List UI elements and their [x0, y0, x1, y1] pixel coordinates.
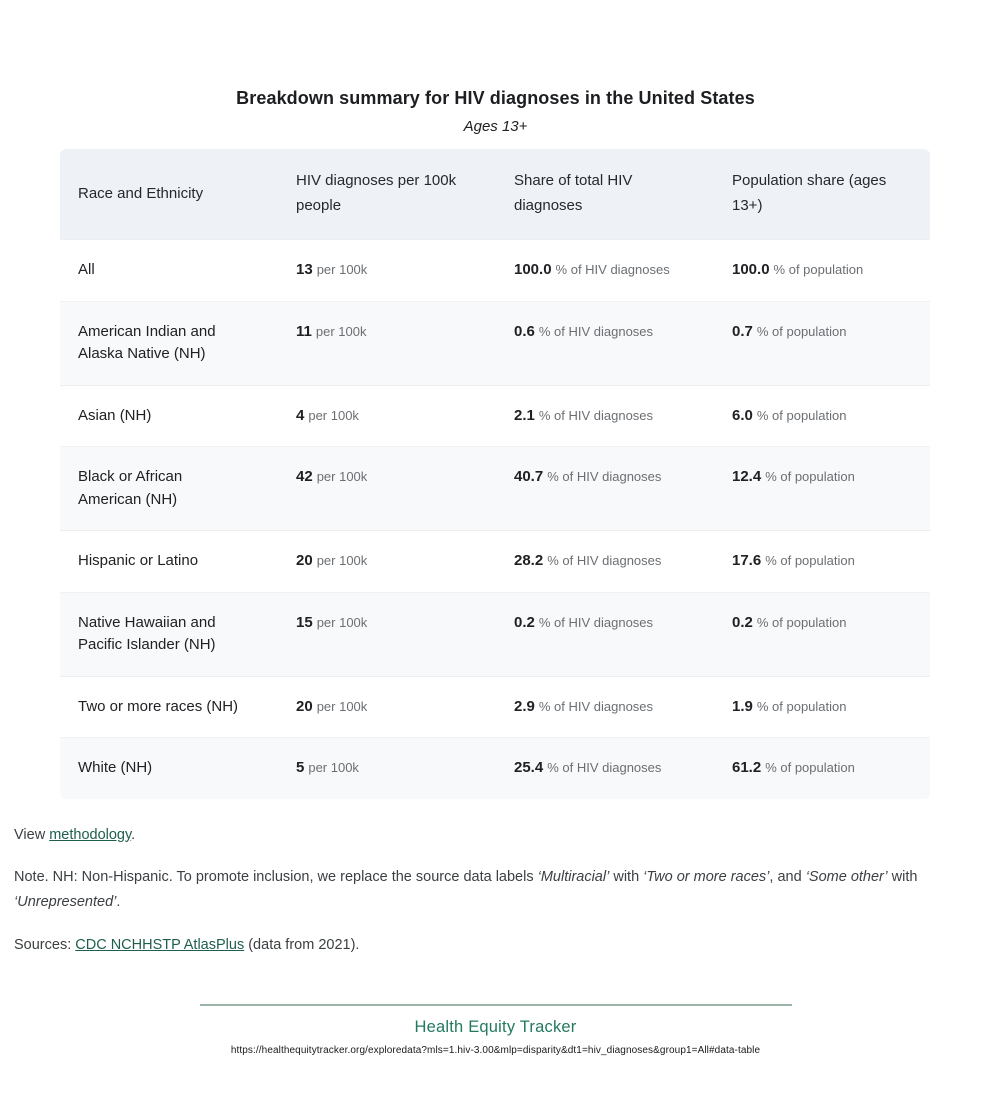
- rate-cell: [278, 302, 496, 385]
- note-period: .: [116, 894, 121, 911]
- population-suffix: % of population: [773, 262, 864, 277]
- sources-line: [14, 933, 975, 958]
- share-value: 2.9: [514, 697, 535, 715]
- rate-value: 20: [296, 697, 313, 715]
- rate-suffix: per 100k: [316, 262, 368, 277]
- race-label: Two or more races (NH): [78, 697, 239, 715]
- rate-suffix: per 100k: [316, 614, 368, 630]
- share-cell: [496, 240, 714, 301]
- rate-cell: [278, 447, 496, 530]
- rate-cell: [278, 531, 496, 592]
- share-cell: [496, 738, 714, 799]
- share-suffix: % of HIV diagnoses: [538, 614, 654, 630]
- population-cell: [714, 240, 930, 301]
- note-italic-some-other: ‘Some other’: [805, 868, 888, 885]
- rate-cell: [278, 677, 496, 738]
- rate-value: 42: [296, 468, 313, 485]
- rate-suffix: per 100k: [315, 323, 367, 339]
- race-label: American Indian and Alaska Native (NH): [78, 322, 216, 362]
- note-italic-multiracial: ‘Multiracial’: [537, 868, 610, 885]
- share-suffix: % of HIV diagnoses: [538, 698, 654, 714]
- footer-divider: [200, 1004, 792, 1006]
- column-header-race: Race and Ethnicity: [78, 184, 204, 202]
- note-italic-unrepresented: ‘Unrepresented’: [14, 894, 117, 911]
- race-label: All: [78, 261, 95, 278]
- note-italic-two-or-more: ‘Two or more races’: [643, 868, 770, 885]
- view-text: View: [14, 826, 50, 843]
- share-suffix: % of HIV diagnoses: [547, 760, 662, 775]
- page-subtitle: Ages 13+: [463, 118, 528, 135]
- population-cell: [714, 447, 930, 530]
- sources-link[interactable]: CDC NCHHSTP AtlasPlus: [75, 936, 245, 953]
- sources-suffix-text: (data from 2021).: [244, 936, 360, 953]
- table-row: [60, 239, 930, 301]
- population-cell: [714, 738, 930, 799]
- race-label: Black or African American (NH): [78, 468, 183, 508]
- race-label: Asian (NH): [78, 406, 152, 424]
- table-row: [60, 446, 930, 530]
- brand-title: Health Equity Tracker: [414, 1018, 577, 1036]
- population-value: 1.9: [732, 697, 753, 715]
- column-header-population: Population share (ages 13+): [732, 172, 887, 214]
- rate-value: 4: [296, 406, 305, 424]
- population-suffix: % of population: [756, 614, 847, 630]
- race-label: Native Hawaiian and Pacific Islander (NH): [78, 613, 216, 653]
- population-suffix: % of population: [756, 323, 847, 339]
- footnotes: [14, 823, 975, 959]
- share-value: 100.0: [514, 261, 552, 278]
- population-value: 0.7: [732, 322, 753, 340]
- population-cell: [714, 302, 930, 385]
- rate-value: 15: [296, 613, 313, 631]
- population-suffix: % of population: [765, 553, 855, 568]
- share-cell: [496, 531, 714, 592]
- note-text: , and: [769, 868, 806, 885]
- table-row: [60, 385, 930, 447]
- footer-url: https://healthequitytracker.org/exploredata?mls=1.hiv-3.00&mlp=disparity&dt1=hiv_diagnoses&group1=All#data-table: [230, 1045, 761, 1056]
- page-title: Breakdown summary for HIV diagnoses in the United States: [236, 88, 755, 108]
- rate-suffix: per 100k: [316, 698, 368, 714]
- note-text: with: [887, 868, 918, 885]
- population-value: 17.6: [732, 552, 762, 569]
- share-suffix: % of HIV diagnoses: [555, 262, 670, 277]
- column-header-share: Share of total HIV diagnoses: [514, 172, 633, 214]
- rate-value: 20: [296, 552, 313, 569]
- share-suffix: % of HIV diagnoses: [538, 323, 654, 339]
- rate-cell: [278, 738, 496, 799]
- table-row: [60, 592, 930, 676]
- population-suffix: % of population: [756, 407, 847, 423]
- methodology-line: [14, 823, 975, 848]
- race-label: White (NH): [78, 759, 153, 776]
- rate-suffix: per 100k: [316, 553, 368, 568]
- share-value: 2.1: [514, 406, 535, 424]
- share-cell: [496, 677, 714, 738]
- share-value: 28.2: [514, 552, 544, 569]
- rate-cell: [278, 240, 496, 301]
- note-text: Note. NH: Non-Hispanic. To promote inclusion, we replace the source data labels: [14, 868, 538, 885]
- table-body: [60, 239, 930, 799]
- population-value: 12.4: [732, 468, 762, 485]
- population-cell: [714, 677, 930, 738]
- table-row: [60, 737, 930, 799]
- population-suffix: % of population: [765, 469, 855, 484]
- breakdown-summary-table: [60, 149, 930, 799]
- share-cell: [496, 593, 714, 676]
- note-line: [14, 865, 975, 916]
- population-value: 0.2: [732, 613, 753, 631]
- race-label: Hispanic or Latino: [78, 552, 199, 569]
- rate-cell: [278, 386, 496, 447]
- table-row: [60, 301, 930, 385]
- share-value: 0.6: [514, 322, 535, 340]
- table-header-row: [60, 149, 930, 239]
- share-suffix: % of HIV diagnoses: [547, 553, 662, 568]
- share-value: 40.7: [514, 468, 544, 485]
- population-value: 100.0: [732, 261, 770, 278]
- population-value: 61.2: [732, 759, 762, 776]
- share-value: 25.4: [514, 759, 544, 776]
- population-cell: [714, 386, 930, 447]
- methodology-link[interactable]: methodology: [49, 826, 132, 843]
- population-suffix: % of population: [756, 698, 847, 714]
- rate-suffix: per 100k: [308, 760, 359, 775]
- column-header-rate: HIV diagnoses per 100k people: [296, 172, 457, 214]
- note-text: with: [609, 868, 644, 885]
- population-suffix: % of population: [765, 760, 855, 775]
- share-suffix: % of HIV diagnoses: [538, 407, 654, 423]
- share-cell: [496, 302, 714, 385]
- rate-suffix: per 100k: [308, 407, 359, 423]
- rate-value: 5: [296, 759, 305, 776]
- rate-value: 11: [296, 322, 312, 340]
- rate-cell: [278, 593, 496, 676]
- rate-suffix: per 100k: [316, 469, 368, 484]
- share-suffix: % of HIV diagnoses: [547, 469, 662, 484]
- share-cell: [496, 386, 714, 447]
- sources-text: Sources:: [14, 936, 76, 953]
- population-value: 6.0: [732, 406, 753, 424]
- view-period: .: [131, 826, 136, 843]
- population-cell: [714, 531, 930, 592]
- rate-value: 13: [296, 261, 313, 278]
- site-footer: [0, 1004, 991, 1056]
- population-cell: [714, 593, 930, 676]
- share-value: 0.2: [514, 613, 535, 631]
- share-cell: [496, 447, 714, 530]
- table-row: [60, 530, 930, 592]
- table-row: [60, 676, 930, 738]
